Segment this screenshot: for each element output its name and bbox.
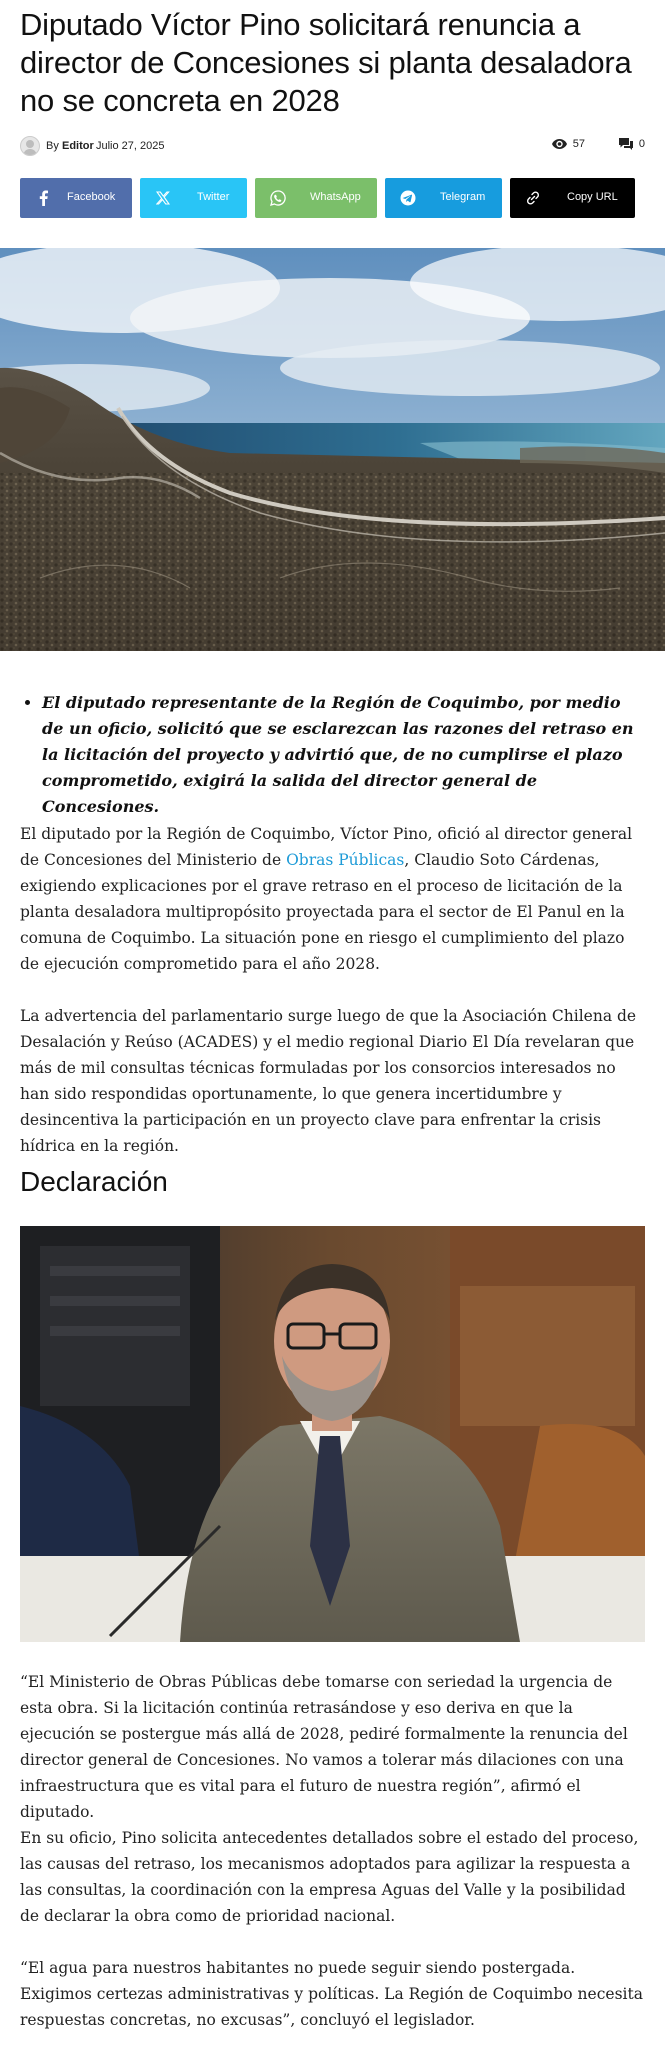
share-facebook-button[interactable] xyxy=(20,178,132,218)
comment-count: 0 xyxy=(638,138,645,150)
by-label: By xyxy=(46,140,59,152)
share-twitter-button[interactable] xyxy=(140,178,247,218)
view-counter xyxy=(552,138,585,150)
paragraph-3: “El Ministerio de Obras Públicas debe tomarse con seriedad la urgencia de esta obra. Si la licitación continúa retrasándose y eso deriva en que la ejecución se postergue más allá de 2028, pediré formalmente la renuncia del director general de Concesiones. No vamos a tolerar más dilaciones con una infraestructura que es vital para el futuro de nuestra región”, afirmó el diputado. xyxy=(20,1673,628,1821)
share-bar xyxy=(20,178,635,218)
paragraph-1 xyxy=(20,821,645,977)
author-link[interactable]: Editor xyxy=(62,140,94,152)
hero-image xyxy=(0,248,665,651)
share-whatsapp-label: WhatsApp xyxy=(310,191,361,203)
paragraph-4: En su oficio, Pino solicita antecedentes detallados sobre el estado del proceso, las causas del retraso, los mecanismos adoptados para agilizar la respuesta a las consultas, la coordinación con la empresa Aguas del Valle y la posibilidad de declarar la obra como de prioridad nacional. xyxy=(20,1829,639,1925)
article-summary xyxy=(20,690,645,820)
share-telegram-button[interactable] xyxy=(385,178,502,218)
summary-item: • El diputado representante de la Región de Coquimbo, por medio de un oficio, solicitó que se esclarezcan las razones del retraso en la licitación del proyecto y advirtió que, de no cumplirse el plazo comprometido, exigirá la salida del director general de Concesiones. xyxy=(42,690,645,820)
view-count: 57 xyxy=(572,138,585,150)
article-title: Diputado Víctor Pino solicitará renuncia a director de Concesiones si planta desaladora no se concreta en 2028 xyxy=(20,7,632,118)
article-meta xyxy=(20,136,645,156)
link-icon xyxy=(524,189,542,207)
share-telegram-label: Telegram xyxy=(440,191,486,203)
obras-publicas-link[interactable]: Obras Públicas xyxy=(286,851,405,869)
paragraph-2: La advertencia del parlamentario surge luego de que la Asociación Chilena de Desalación y Reúso (ACADES) y el medio regional Diario El Día revelaran que más de mil consultas técnicas formuladas por los consorcios interesados no han sido respondidas oportunamente, lo que genera incertidumbre y desincentiva la participación en un proyecto clave para enfrentar la crisis hídrica en la región. xyxy=(20,1007,637,1155)
comment-icon xyxy=(619,138,633,150)
paragraph-1-start: El diputado por la Región de Coquimbo, Víctor Pino, ofició al director general de Concesiones del Ministerio de xyxy=(20,825,633,869)
share-facebook-label: Facebook xyxy=(67,191,116,203)
paragraph-1-end: , Claudio Soto Cárdenas, exigiendo explicaciones por el grave retraso en el proceso de licitación de la planta desaladora multipropósito proyectada para el sector de El Panul en la comuna de Coquimbo. La situación pone en riesgo el cumplimiento del plazo de ejecución comprometido para el año 2028. xyxy=(20,851,625,973)
comment-counter[interactable] xyxy=(619,138,645,150)
publish-date: Julio 27, 2025 xyxy=(96,140,165,152)
x-twitter-icon xyxy=(154,189,172,207)
author-avatar[interactable] xyxy=(20,136,40,156)
copy-url-button[interactable] xyxy=(510,178,635,218)
section-heading: Declaración xyxy=(20,1166,168,1197)
share-twitter-label: Twitter xyxy=(197,191,230,203)
telegram-icon xyxy=(399,189,417,207)
whatsapp-icon xyxy=(269,189,287,207)
eye-icon xyxy=(552,139,567,149)
paragraph-5: “El agua para nuestros habitantes no puede seguir siendo postergada. Exigimos certezas administrativas y políticas. La Región de Coquimbo necesita respuestas concretas, no excusas”, concluyó el legislador. xyxy=(20,1959,643,2029)
facebook-icon xyxy=(34,189,52,207)
deputy-photo xyxy=(20,1226,645,1642)
share-whatsapp-button[interactable] xyxy=(255,178,377,218)
copy-url-label: Copy URL xyxy=(567,191,618,203)
